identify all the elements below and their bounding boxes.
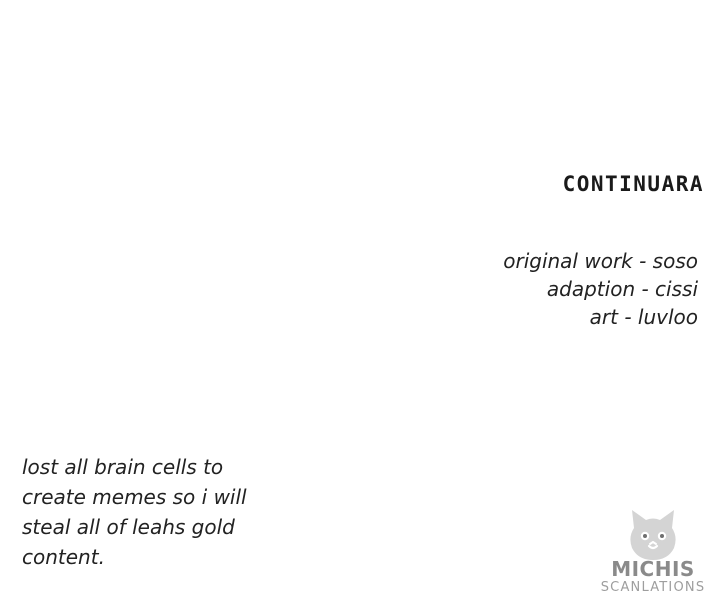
author-note-line-3: steal all of leahs gold [22,515,235,539]
author-note-line-1: lost all brain cells to [22,455,224,479]
author-note-line-4: content. [22,545,105,569]
credit-original-work: original work - soso [503,249,698,273]
credit-adaption: adaption - cissi [546,277,698,301]
author-note [22,452,352,572]
cat-icon [622,506,684,562]
credit-art: art - luvloo [589,305,698,329]
to-be-continued-text: CONTINUARA [562,172,704,196]
credits-block [503,248,698,332]
watermark-subtitle: SCANLATIONS [600,580,706,595]
scanlation-watermark [594,506,712,602]
author-note-line-2: create memes so i will [22,485,247,509]
watermark-name: MICHIS [611,557,695,581]
